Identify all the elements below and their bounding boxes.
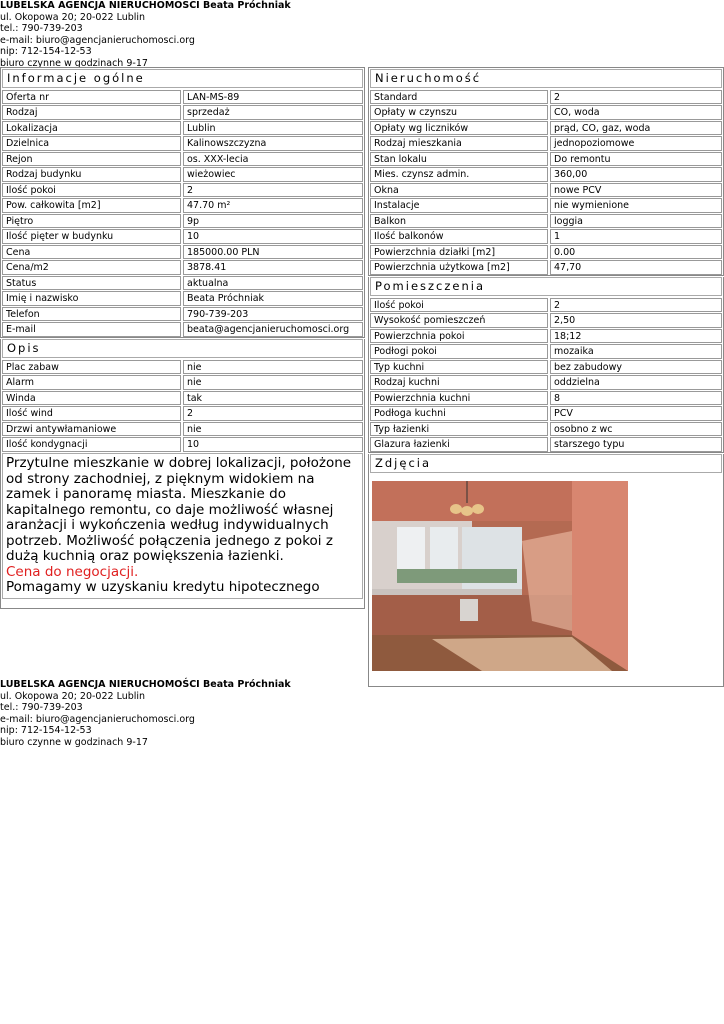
field-value: Do remontu [550, 152, 722, 167]
footer-company-phone: tel.: 790-739-203 [0, 702, 83, 713]
field-label: E-mail [2, 322, 181, 337]
mortgage-note: Pomagamy w uzyskaniu kredytu hipotecznego [6, 579, 320, 595]
company-name: LUBELSKA AGENCJA NIERUCHOMOŚCI Beata Próchniak [0, 0, 291, 11]
table-row [1, 120, 364, 136]
rooms-title: Pomieszczenia [370, 277, 722, 296]
table-row [369, 437, 723, 453]
table-row [369, 182, 723, 198]
field-value: tak [183, 391, 363, 406]
table-row [369, 105, 723, 121]
field-value: aktualna [183, 276, 363, 291]
footer-company-name: LUBELSKA AGENCJA NIERUCHOMOŚCI Beata Próchniak [0, 679, 291, 690]
field-value: nie [183, 360, 363, 375]
table-row [369, 260, 723, 276]
field-value: 2 [550, 298, 722, 313]
footer-company-address: ul. Okopowa 20; 20-022 Lublin [0, 690, 146, 702]
right-column [368, 67, 724, 687]
general-info-section [0, 67, 365, 338]
table-row [1, 390, 364, 406]
table-row [1, 260, 364, 276]
table-row [369, 375, 723, 391]
field-label: Typ kuchni [370, 360, 548, 375]
table-row [1, 275, 364, 291]
field-label: Rodzaj kuchni [370, 375, 548, 390]
table-row [1, 213, 364, 229]
field-value: 790-739-203 [183, 307, 363, 322]
field-label: Glazura łazienki [370, 437, 548, 452]
photos-title: Zdjęcia [370, 454, 722, 473]
field-value: os. XXX-lecia [183, 152, 363, 167]
table-row [1, 359, 364, 375]
field-label: Telefon [2, 307, 181, 322]
field-label: Alarm [2, 375, 181, 390]
table-row [369, 406, 723, 422]
field-value: 10 [183, 437, 363, 452]
field-value: 8 [550, 391, 722, 406]
field-label: Podłogi pokoi [370, 344, 548, 359]
table-row [1, 229, 364, 245]
field-value: loggia [550, 214, 722, 229]
field-value: nowe PCV [550, 183, 722, 198]
field-label: Piętro [2, 214, 181, 229]
field-label: Ilość pięter w budynku [2, 229, 181, 244]
table-row [1, 89, 364, 105]
field-value: 18;12 [550, 329, 722, 344]
field-value: bez zabudowy [550, 360, 722, 375]
table-row [1, 151, 364, 167]
table-row [1, 244, 364, 260]
table-row [1, 322, 364, 338]
field-label: Rejon [2, 152, 181, 167]
table-row [1, 437, 364, 453]
property-section [368, 67, 724, 276]
rooms-table [369, 297, 723, 452]
description-title: Opis [2, 339, 363, 358]
table-row [1, 136, 364, 152]
field-value: 2,50 [550, 313, 722, 328]
field-label: Typ łazienki [370, 422, 548, 437]
table-row [1, 105, 364, 121]
field-value: 2 [183, 406, 363, 421]
table-row [369, 244, 723, 260]
field-value: CO, woda [550, 105, 722, 120]
field-label: Ilość balkonów [370, 229, 548, 244]
field-label: Powierzchnia pokoi [370, 329, 548, 344]
field-value: 47,70 [550, 260, 722, 275]
field-label: Podłoga kuchni [370, 406, 548, 421]
footer-contact [0, 679, 291, 748]
field-value: 3878.41 [183, 260, 363, 275]
field-value: 9p [183, 214, 363, 229]
company-email: e-mail: biuro@agencjanieruchomosci.org [0, 34, 195, 46]
field-value: Beata Próchniak [183, 291, 363, 306]
table-row [369, 167, 723, 183]
field-value: oddzielna [550, 375, 722, 390]
field-label: Plac zabaw [2, 360, 181, 375]
company-address: ul. Okopowa 20; 20-022 Lublin [0, 11, 146, 23]
table-row [1, 167, 364, 183]
field-value: sprzedaż [183, 105, 363, 120]
field-label: Mies. czynsz admin. [370, 167, 548, 182]
description-text: Przytulne mieszkanie w dobrej lokalizacji, położone od strony zachodniej, z pięknym widokiem na zamek i panoramę miasta. Mieszkanie do kapitalnego remontu, co daje możliwość własnej aranżacji i wykończenia według indywidualnych potrzeb. Możliwość połączenia jednego z pokoi z dużą kuchnią oraz powiększenia łazienki. [6, 455, 352, 564]
field-label: Balkon [370, 214, 548, 229]
field-label: Drzwi antywłamaniowe [2, 422, 181, 437]
apartment-photo[interactable] [372, 481, 628, 671]
field-value: nie [183, 375, 363, 390]
property-table [369, 89, 723, 275]
table-row [369, 359, 723, 375]
field-label: Rodzaj budynku [2, 167, 181, 182]
field-label: Standard [370, 90, 548, 105]
table-row [369, 120, 723, 136]
negotiation-note: Cena do negocjacji. [6, 563, 139, 580]
description-table [1, 359, 364, 452]
field-label: Imię i nazwisko [2, 291, 181, 306]
field-label: Lokalizacja [2, 121, 181, 136]
field-value: jednopoziomowe [550, 136, 722, 151]
description-section [0, 339, 365, 609]
field-label: Oferta nr [2, 90, 181, 105]
table-row [369, 344, 723, 360]
field-value: wieżowiec [183, 167, 363, 182]
photos-section [368, 454, 724, 687]
table-row [369, 421, 723, 437]
field-value: PCV [550, 406, 722, 421]
table-row [1, 375, 364, 391]
field-label: Ilość pokoi [370, 298, 548, 313]
field-value: LAN-MS-89 [183, 90, 363, 105]
table-row [369, 151, 723, 167]
field-value: nie wymienione [550, 198, 722, 213]
field-value: 1 [550, 229, 722, 244]
field-label: Ilość wind [2, 406, 181, 421]
footer-company-nip: nip: 712-154-12-53 [0, 725, 92, 736]
table-row [369, 136, 723, 152]
field-label: Opłaty wg liczników [370, 121, 548, 136]
field-value: Kalinowszczyzna [183, 136, 363, 151]
field-value: osobno z wc [550, 422, 722, 437]
field-value: starszego typu [550, 437, 722, 452]
company-hours: biuro czynne w godzinach 9-17 [0, 57, 148, 69]
table-row [1, 421, 364, 437]
field-label: Powierzchnia działki [m2] [370, 245, 548, 260]
field-value: 2 [550, 90, 722, 105]
field-value: 185000.00 PLN [183, 245, 363, 260]
field-label: Powierzchnia kuchni [370, 391, 548, 406]
table-row [369, 198, 723, 214]
field-label: Opłaty w czynszu [370, 105, 548, 120]
table-row [369, 390, 723, 406]
table-row [1, 198, 364, 214]
field-label: Rodzaj [2, 105, 181, 120]
header-contact [0, 0, 291, 69]
property-title: Nieruchomość [370, 69, 722, 88]
footer-company-hours: biuro czynne w godzinach 9-17 [0, 736, 148, 748]
field-value: nie [183, 422, 363, 437]
field-label: Cena [2, 245, 181, 260]
field-label: Ilość kondygnacji [2, 437, 181, 452]
field-value: Lublin [183, 121, 363, 136]
table-row [369, 313, 723, 329]
field-label: Pow. całkowita [m2] [2, 198, 181, 213]
field-label: Ilość pokoi [2, 183, 181, 198]
table-row [1, 306, 364, 322]
field-value: 47.70 m² [183, 198, 363, 213]
table-row [369, 229, 723, 245]
rooms-section [368, 277, 724, 453]
field-label: Powierzchnia użytkowa [m2] [370, 260, 548, 275]
field-label: Okna [370, 183, 548, 198]
field-value: 10 [183, 229, 363, 244]
field-label: Dzielnica [2, 136, 181, 151]
table-row [1, 291, 364, 307]
table-row [1, 182, 364, 198]
general-info-table [1, 89, 364, 337]
description-text-block [2, 453, 363, 599]
field-value: 0.00 [550, 245, 722, 260]
field-value: 360,00 [550, 167, 722, 182]
field-label: Stan lokalu [370, 152, 548, 167]
field-label: Winda [2, 391, 181, 406]
field-value: beata@agencjanieruchomosci.org [183, 322, 363, 337]
table-row [369, 328, 723, 344]
footer-company-email: e-mail: biuro@agencjanieruchomosci.org [0, 713, 195, 725]
field-value: 2 [183, 183, 363, 198]
table-row [1, 406, 364, 422]
field-value: prąd, CO, gaz, woda [550, 121, 722, 136]
table-row [369, 297, 723, 313]
field-label: Cena/m2 [2, 260, 181, 275]
field-value: mozaika [550, 344, 722, 359]
left-column [0, 67, 365, 609]
company-nip: nip: 712-154-12-53 [0, 46, 92, 57]
company-phone: tel.: 790-739-203 [0, 23, 83, 34]
field-label: Instalacje [370, 198, 548, 213]
table-row [369, 213, 723, 229]
general-info-title: Informacje ogólne [2, 69, 363, 88]
field-label: Status [2, 276, 181, 291]
field-label: Wysokość pomieszczeń [370, 313, 548, 328]
field-label: Rodzaj mieszkania [370, 136, 548, 151]
table-row [369, 89, 723, 105]
